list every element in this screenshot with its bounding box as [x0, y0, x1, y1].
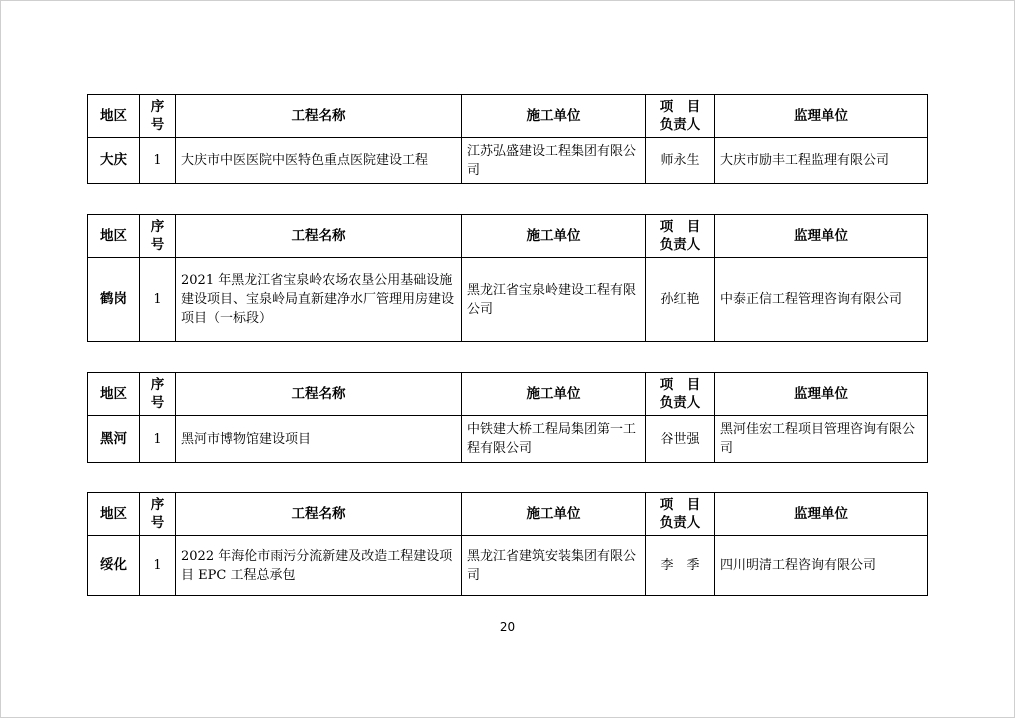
seq-cell: 1 — [140, 536, 176, 596]
header-contractor: 施工单位 — [462, 95, 646, 138]
supervisor-cell: 大庆市励丰工程监理有限公司 — [715, 138, 928, 184]
header-seq: 序 号 — [140, 95, 176, 138]
header-project: 工程名称 — [176, 215, 462, 258]
seq-cell: 1 — [140, 258, 176, 342]
header-supervisor: 监理单位 — [715, 493, 928, 536]
project-cell: 2022 年海伦市雨污分流新建及改造工程建设项目 EPC 工程总承包 — [176, 536, 462, 596]
header-row — [88, 215, 928, 258]
contractor-cell: 黑龙江省建筑安装集团有限公司 — [462, 536, 646, 596]
table-row — [88, 416, 928, 463]
header-project: 工程名称 — [176, 493, 462, 536]
header-region: 地区 — [88, 215, 140, 258]
supervisor-cell: 黑河佳宏工程项目管理咨询有限公司 — [715, 416, 928, 463]
header-manager: 项 目 负责人 — [646, 215, 715, 258]
manager-cell: 李 季 — [646, 536, 715, 596]
header-supervisor: 监理单位 — [715, 95, 928, 138]
header-region: 地区 — [88, 373, 140, 416]
table-suihua — [87, 492, 928, 596]
contractor-cell: 黑龙江省宝泉岭建设工程有限公司 — [462, 258, 646, 342]
supervisor-cell: 四川明清工程咨询有限公司 — [715, 536, 928, 596]
table-row — [88, 258, 928, 342]
project-cell: 黑河市博物馆建设项目 — [176, 416, 462, 463]
table-heihe — [87, 372, 928, 463]
header-contractor: 施工单位 — [462, 373, 646, 416]
header-supervisor: 监理单位 — [715, 215, 928, 258]
region-cell: 大庆 — [88, 138, 140, 184]
region-cell: 绥化 — [88, 536, 140, 596]
seq-cell: 1 — [140, 416, 176, 463]
manager-cell: 谷世强 — [646, 416, 715, 463]
header-contractor: 施工单位 — [462, 493, 646, 536]
manager-cell: 孙红艳 — [646, 258, 715, 342]
header-region: 地区 — [88, 95, 140, 138]
header-row — [88, 95, 928, 138]
project-cell: 大庆市中医医院中医特色重点医院建设工程 — [176, 138, 462, 184]
manager-cell: 师永生 — [646, 138, 715, 184]
project-cell: 2021 年黑龙江省宝泉岭农场农垦公用基础设施建设项目、宝泉岭局直新建净水厂管理用房建设项目（一标段） — [176, 258, 462, 342]
table-hegang — [87, 214, 928, 342]
table-row — [88, 536, 928, 596]
header-project: 工程名称 — [176, 373, 462, 416]
region-cell: 黑河 — [88, 416, 140, 463]
table-daqing — [87, 94, 928, 184]
header-manager: 项 目 负责人 — [646, 95, 715, 138]
header-row — [88, 373, 928, 416]
contractor-cell: 江苏弘盛建设工程集团有限公司 — [462, 138, 646, 184]
contractor-cell: 中铁建大桥工程局集团第一工程有限公司 — [462, 416, 646, 463]
header-seq: 序 号 — [140, 215, 176, 258]
header-seq: 序 号 — [140, 373, 176, 416]
supervisor-cell: 中泰正信工程管理咨询有限公司 — [715, 258, 928, 342]
seq-cell: 1 — [140, 138, 176, 184]
table-row — [88, 138, 928, 184]
region-cell: 鹤岗 — [88, 258, 140, 342]
header-row — [88, 493, 928, 536]
header-manager: 项 目 负责人 — [646, 373, 715, 416]
header-seq: 序 号 — [140, 493, 176, 536]
header-region: 地区 — [88, 493, 140, 536]
header-contractor: 施工单位 — [462, 215, 646, 258]
header-manager: 项 目 负责人 — [646, 493, 715, 536]
header-supervisor: 监理单位 — [715, 373, 928, 416]
page-number: 20 — [499, 620, 516, 634]
header-project: 工程名称 — [176, 95, 462, 138]
